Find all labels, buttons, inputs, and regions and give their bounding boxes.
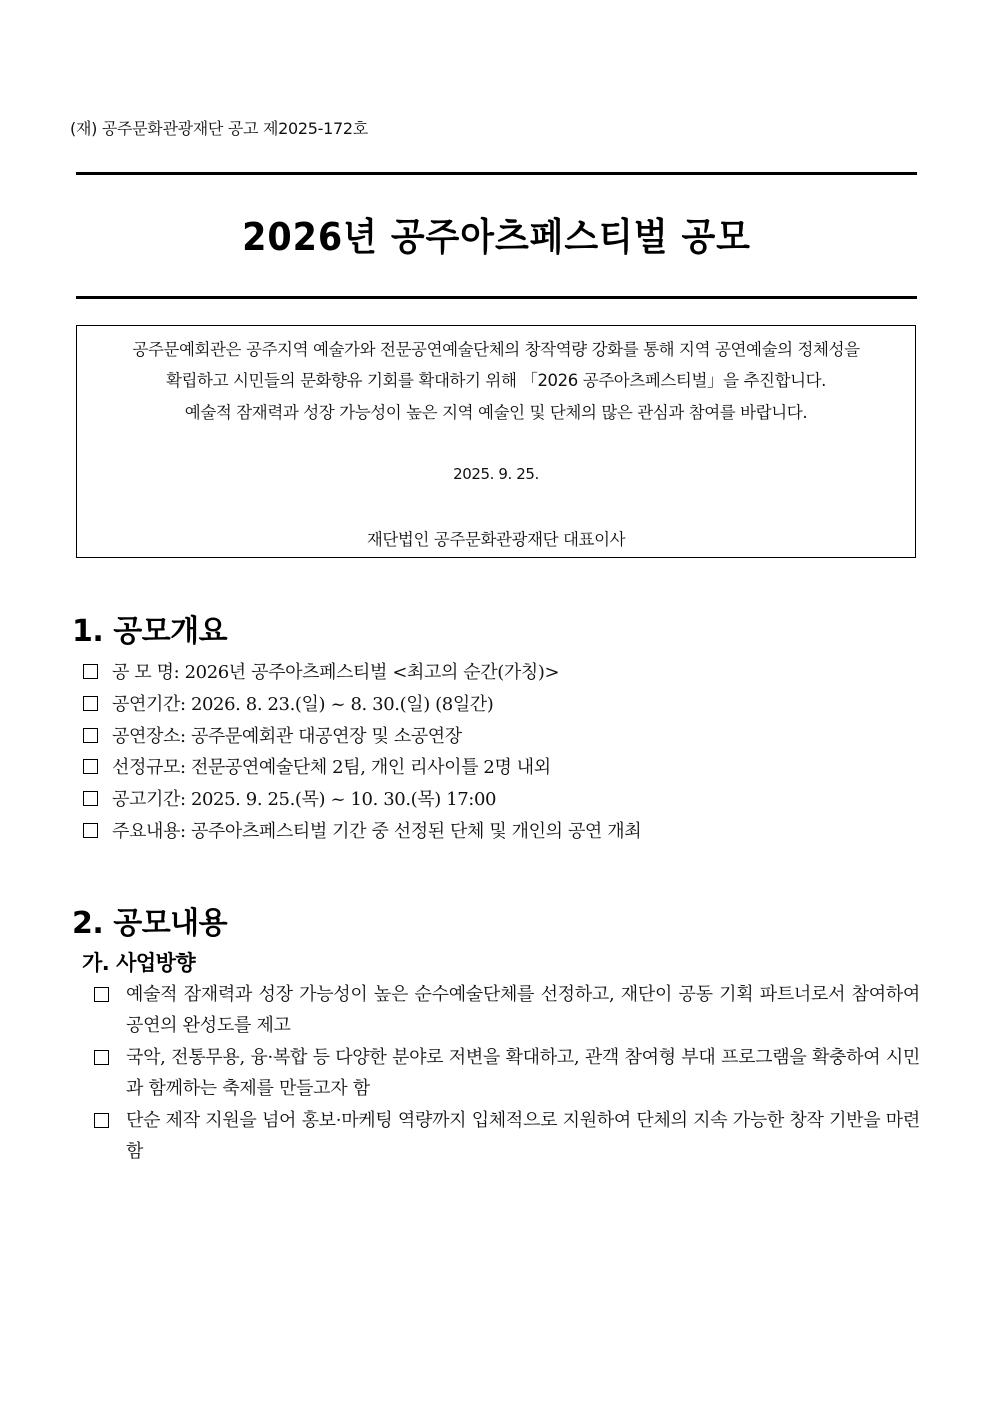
overview-item [83,785,496,811]
overview-item-text: 주요내용: 공주아츠페스티벌 기간 중 선정된 단체 및 개인의 공연 개최 [112,821,642,842]
checkbox-icon [83,728,98,743]
checkbox-icon [83,696,98,711]
checkbox-icon [94,1113,109,1128]
overview-item [83,690,493,716]
notice-number: (재) 공주문화관광재단 공고 제2025-172호 [70,119,368,138]
page-title: 2026년 공주아츠페스티벌 공모 [242,215,751,259]
intro-line: 확립하고 시민들의 문화향유 기회를 확대하기 위해 「2026 공주아츠페스티벌」을 추진합니다. [165,371,827,390]
overview-item-text: 공연기간: 2026. 8. 23.(일) ~ 8. 30.(일) (8일간) [112,694,494,715]
checkbox-icon [83,791,98,806]
intro-line: 예술적 잠재력과 성장 가능성이 높은 지역 예술인 및 단체의 많은 관심과 참여를 바랍니다. [184,403,808,422]
overview-item [83,817,641,843]
intro-date: 2025. 9. 25. [453,465,539,483]
overview-item [83,658,559,684]
overview-item-text: 공연장소: 공주문예회관 대공연장 및 소공연장 [112,726,462,747]
direction-item [94,979,920,1041]
checkbox-icon [83,664,98,679]
subsection-heading-direction: 가. 사업방향 [82,951,196,975]
direction-item-text: 단순 제작 지원을 넘어 홍보·마케팅 역량까지 입체적으로 지원하여 단체의 지속 가능한 창작 기반을 마련함 [126,1110,920,1162]
checkbox-icon [83,823,98,838]
overview-item [83,722,462,748]
overview-item-text: 공 모 명: 2026년 공주아츠페스티벌 <최고의 순간(가칭)> [112,662,560,683]
checkbox-icon [94,1050,109,1065]
checkbox-icon [83,759,98,774]
intro-signature: 재단법인 공주문화관광재단 대표이사 [366,530,626,549]
direction-item-text: 국악, 전통무용, 융·복합 등 다양한 분야로 저변을 확대하고, 관객 참여형 부대 프로그램을 확충하여 시민과 함께하는 축제를 만들고자 함 [126,1047,920,1099]
title-rule-bottom [76,296,917,299]
section-heading-contents: 2. 공모내용 [72,906,228,941]
direction-item [94,1042,920,1104]
section-heading-overview: 1. 공모개요 [72,614,228,649]
intro-line: 공주문예회관은 공주지역 예술가와 전문공연예술단체의 창작역량 강화를 통해 지역 공연예술의 정체성을 [132,340,860,359]
direction-item [94,1105,920,1167]
overview-item [83,753,551,779]
title-rule-top [76,172,917,175]
intro-box [76,325,916,558]
direction-item-text: 예술적 잠재력과 성장 가능성이 높은 순수예술단체를 선정하고, 재단이 공동 기획 파트너로서 참여하여 공연의 완성도를 제고 [126,984,920,1036]
overview-item-text: 공고기간: 2025. 9. 25.(목) ~ 10. 30.(목) 17:00 [112,789,497,810]
checkbox-icon [94,987,109,1002]
overview-item-text: 선정규모: 전문공연예술단체 2팀, 개인 리사이틀 2명 내외 [112,757,551,778]
